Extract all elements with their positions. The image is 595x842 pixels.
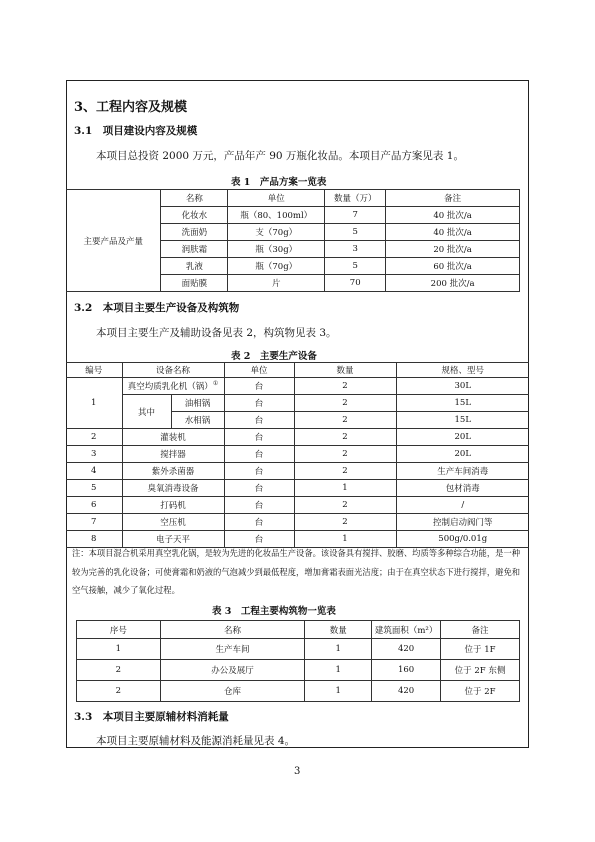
table2-note: 注：本项目混合机采用真空乳化锅，是较为先进的化妆品生产设备。该设备具有搅拌、胶磨、均质等多种综合功能，是一种较为完善的乳化设备；可使膏霜和奶液的气泡减少到最低程度，增加膏霜表面光洁度；由于在真空状态下进行搅拌，避免和空气接触，减少了氧化过程。 [72, 548, 521, 595]
table2-cell: 台 [224, 446, 294, 463]
table2-cell: 7 [66, 514, 122, 531]
table-row [66, 497, 529, 514]
table3-cell: 办公及展厅 [160, 660, 305, 681]
table1-cell: 洗面奶 [161, 224, 228, 241]
table1-group-label: 主要产品及产量 [66, 190, 161, 292]
table3-cell: 420 [372, 639, 441, 660]
table2-cell: 1 [294, 480, 396, 497]
table3-cell: 2 [77, 681, 161, 702]
table3-cell: 仓库 [160, 681, 305, 702]
table2-cell: 2 [294, 497, 396, 514]
table2-cell: 2 [66, 429, 122, 446]
table2-cell: / [396, 497, 529, 514]
table1-cell: 40 批次/a [386, 207, 520, 224]
section-3-1-heading: 3.1 项目建设内容及规模 [74, 125, 198, 137]
table2-cell: 紫外杀菌器 [122, 463, 224, 480]
table3-cell: 420 [372, 681, 441, 702]
table2-cell: 30L [396, 378, 529, 395]
table2-sub-label: 其中 [122, 395, 171, 429]
table2-cell: 搅拌器 [122, 446, 224, 463]
table3-cell: 1 [77, 639, 161, 660]
table3-cell: 位于 2F [441, 681, 520, 702]
table-row [66, 514, 529, 531]
table3-cell: 生产车间 [160, 639, 305, 660]
table-row [77, 681, 520, 702]
table1 [66, 189, 520, 292]
table2-cell: 15L [396, 412, 529, 429]
table2-header: 规格、型号 [396, 363, 529, 378]
table2-header: 编号 [66, 363, 122, 378]
table2-cell: 台 [224, 463, 294, 480]
table2-cell: 台 [224, 429, 294, 446]
table2-cell: 台 [224, 514, 294, 531]
table3-header: 序号 [77, 621, 161, 639]
table2-cell-text: 真空均质乳化机（锅） [127, 382, 213, 392]
table2-cell: 台 [224, 395, 294, 412]
table3-cell: 位于 2F 东侧 [441, 660, 520, 681]
table1-cell: 面贴膜 [161, 275, 228, 292]
table1-caption: 表 1 产品方案一览表 [231, 177, 327, 188]
table3-header: 建筑面积（m²） [372, 621, 441, 639]
table2-cell: 2 [294, 446, 396, 463]
table2-cell: 500g/0.01g [396, 531, 529, 548]
table2-cell: 灌装机 [122, 429, 224, 446]
table2-cell: 2 [294, 412, 396, 429]
table2-caption: 表 2 主要生产设备 [231, 351, 317, 362]
table2-cell: 电子天平 [122, 531, 224, 548]
table2-cell: 20L [396, 446, 529, 463]
table2-cell: 台 [224, 531, 294, 548]
table3-cell: 160 [372, 660, 441, 681]
table2-cell: 油相锅 [171, 395, 224, 412]
table2 [66, 362, 529, 548]
table1-cell: 片 [228, 275, 325, 292]
table2-cell: 2 [294, 378, 396, 395]
table2-cell: 水相锅 [171, 412, 224, 429]
table-row [66, 463, 529, 480]
table2-cell: 1 [66, 378, 122, 429]
table2-header: 数量 [294, 363, 396, 378]
table1-cell: 60 批次/a [386, 258, 520, 275]
section-3-3-heading: 3.3 本项目主要原辅材料消耗量 [74, 711, 229, 723]
table1-cell: 3 [325, 241, 386, 258]
table2-cell: 臭氧消毒设备 [122, 480, 224, 497]
table3-header: 名称 [160, 621, 305, 639]
table-row [77, 639, 520, 660]
table2-cell: 2 [294, 463, 396, 480]
table-row [66, 480, 529, 497]
table-row [77, 660, 520, 681]
table2-cell: 台 [224, 412, 294, 429]
section-heading: 3、工程内容及规模 [74, 100, 188, 115]
table2-cell: 4 [66, 463, 122, 480]
table-row [66, 378, 529, 395]
table-row [66, 395, 529, 412]
table2-cell: 20L [396, 429, 529, 446]
table1-cell: 7 [325, 207, 386, 224]
table2-cell: 6 [66, 497, 122, 514]
table2-cell [122, 378, 224, 395]
table2-cell: 打码机 [122, 497, 224, 514]
table3-cell: 1 [305, 681, 372, 702]
table2-cell: 台 [224, 497, 294, 514]
table2-cell: 2 [294, 429, 396, 446]
table3-header: 数量 [305, 621, 372, 639]
table1-header: 数量（万） [325, 190, 386, 207]
table1-cell: 70 [325, 275, 386, 292]
table3-cell: 1 [305, 639, 372, 660]
section-3-3-text: 本项目主要原辅材料及能源消耗量见表 4。 [96, 735, 296, 747]
footnote-marker: ① [212, 380, 219, 388]
table2-cell: 5 [66, 480, 122, 497]
table2-header: 设备名称 [122, 363, 224, 378]
section-3-2-text: 本项目主要生产及辅助设备见表 2，构筑物见表 3。 [96, 327, 337, 339]
table1-cell: 5 [325, 224, 386, 241]
table2-cell: 2 [294, 514, 396, 531]
table1-cell: 20 批次/a [386, 241, 520, 258]
table3-cell: 1 [305, 660, 372, 681]
table2-cell: 包材消毒 [396, 480, 529, 497]
table1-cell: 5 [325, 258, 386, 275]
table1-header: 备注 [386, 190, 520, 207]
table2-cell: 生产车间消毒 [396, 463, 529, 480]
section-3-1-text: 本项目总投资 2000 万元，产品年产 90 万瓶化妆品。本项目产品方案见表 1。 [96, 150, 464, 162]
table1-cell: 乳液 [161, 258, 228, 275]
table1-cell: 化妆水 [161, 207, 228, 224]
table2-cell: 8 [66, 531, 122, 548]
table1-cell: 40 批次/a [386, 224, 520, 241]
table3-header: 备注 [441, 621, 520, 639]
table1-cell: 瓶（80、100ml） [228, 207, 325, 224]
section-3-2-heading: 3.2 本项目主要生产设备及构筑物 [74, 302, 240, 314]
table-row [66, 429, 529, 446]
table1-cell: 支（70g） [228, 224, 325, 241]
table2-cell: 3 [66, 446, 122, 463]
table1-cell: 瓶（30g） [228, 241, 325, 258]
table1-cell: 200 批次/a [386, 275, 520, 292]
table2-cell: 1 [294, 531, 396, 548]
table1-cell: 瓶（70g） [228, 258, 325, 275]
table3 [76, 620, 520, 702]
table2-cell: 2 [294, 395, 396, 412]
table3-cell: 位于 1F [441, 639, 520, 660]
table2-header: 单位 [224, 363, 294, 378]
table2-cell: 台 [224, 480, 294, 497]
table1-header: 单位 [228, 190, 325, 207]
table2-cell: 控制启动阀门等 [396, 514, 529, 531]
table2-cell: 15L [396, 395, 529, 412]
table1-cell: 润肤霜 [161, 241, 228, 258]
table2-cell: 空压机 [122, 514, 224, 531]
table1-header: 名称 [161, 190, 228, 207]
table-row [66, 446, 529, 463]
table3-caption: 表 3 工程主要构筑物一览表 [212, 606, 336, 617]
table2-cell: 台 [224, 378, 294, 395]
page-number: 3 [294, 766, 301, 777]
table3-cell: 2 [77, 660, 161, 681]
